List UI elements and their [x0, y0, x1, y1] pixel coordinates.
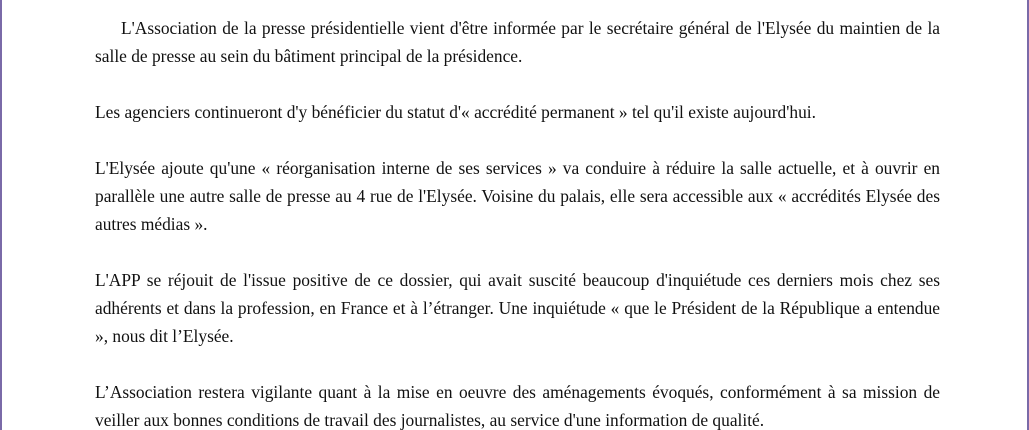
- paragraph-app-reaction: L'APP se réjouit de l'issue positive de ce dossier, qui avait suscité beaucoup d'inquiétude ces derniers mois chez ses adhérents et dans la profession, en France et à l’étranger. Une inquiétude « que le Président de la République a entendue », nous dit l’Elysée.: [95, 270, 940, 346]
- paragraph-vigilance: L’Association restera vigilante quant à la mise en oeuvre des aménagements évoqués, conformément à sa mission de veiller aux bonnes conditions de travail des journalistes, au service d'une information de qualité.: [95, 382, 940, 430]
- paragraph-announcement: L'Association de la presse présidentielle vient d'être informée par le secrétaire général de l'Elysée du maintien de la salle de presse au sein du bâtiment principal de la présidence.: [95, 18, 940, 66]
- paragraph-agenciers: Les agenciers continueront d'y bénéficier du statut d'« accrédité permanent » tel qu'il existe aujourd'hui.: [95, 102, 816, 122]
- paragraph-reorganisation: L'Elysée ajoute qu'une « réorganisation interne de ses services » va conduire à réduire la salle actuelle, et à ouvrir en parallèle une autre salle de presse au 4 rue de l'Elysée. Voisine du palais, elle sera accessible aux « accrédités Elysée des autres médias ».: [95, 158, 940, 234]
- document-body: [95, 14, 940, 430]
